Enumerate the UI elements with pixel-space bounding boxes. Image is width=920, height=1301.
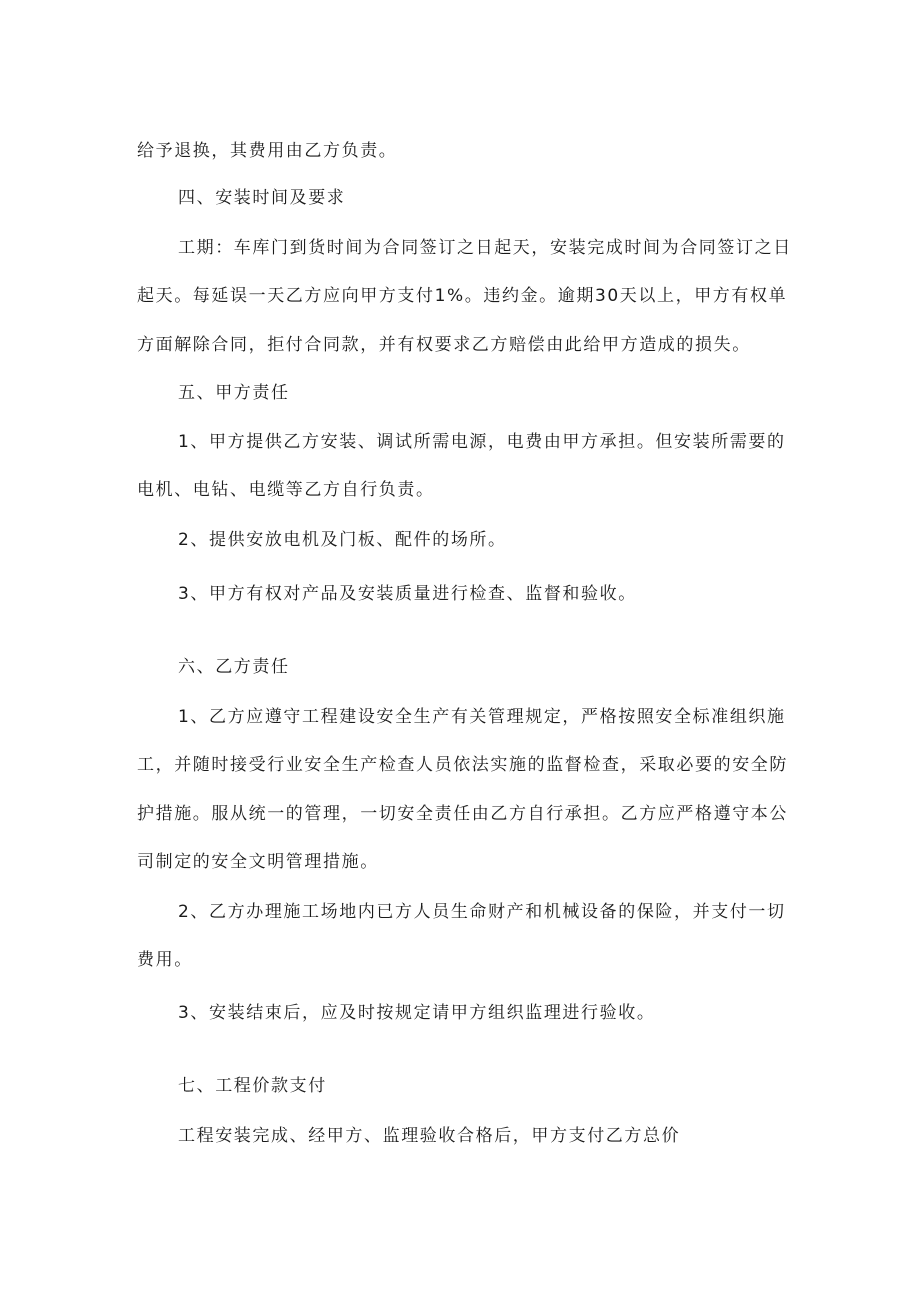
section-heading: 五、甲方责任 (178, 383, 290, 403)
paragraph-line: 3、甲方有权对产品及安装质量进行检查、监督和验收。 (178, 584, 637, 604)
paragraph-line: 司制定的安全文明管理措施。 (137, 852, 379, 872)
paragraph-line: 工，并随时接受行业安全生产检查人员依法实施的监督检查，采取必要的安全防 (137, 755, 788, 775)
paragraph-line: 电机、电钻、电缆等乙方自行负责。 (137, 480, 435, 500)
paragraph-line: 费用。 (137, 950, 193, 970)
section-heading: 七、工程价款支付 (178, 1076, 327, 1096)
paragraph-line: 1、乙方应遵守工程建设安全生产有关管理规定，严格按照安全标准组织施 (178, 707, 786, 727)
paragraph-line: 3、安装结束后，应及时按规定请甲方组织监理进行验收。 (178, 1003, 656, 1023)
paragraph-line: 1、甲方提供乙方安装、调试所需电源，电费由甲方承担。但安装所需要的 (178, 432, 786, 452)
paragraph-line: 护措施。服从统一的管理，一切安全责任由乙方自行承担。乙方应严格遵守本公 (137, 804, 788, 824)
section-heading: 六、乙方责任 (178, 657, 290, 677)
paragraph-line: 工期：车库门到货时间为合同签订之日起天，安装完成时间为合同签订之日 (178, 238, 792, 258)
paragraph-line: 2、乙方办理施工场地内已方人员生命财产和机械设备的保险，并支付一切 (178, 902, 786, 922)
paragraph-line: 2、提供安放电机及门板、配件的场所。 (178, 530, 507, 550)
paragraph-line: 方面解除合同，拒付合同款，并有权要求乙方赔偿由此给甲方造成的损失。 (137, 335, 751, 355)
paragraph-line: 起天。每延误一天乙方应向甲方支付1%。违约金。逾期30天以上，甲方有权单 (137, 286, 788, 306)
section-heading: 四、安装时间及要求 (178, 188, 346, 208)
paragraph-line: 工程安装完成、经甲方、监理验收合格后，甲方支付乙方总价 (178, 1126, 681, 1146)
paragraph-line: 给予退换，其费用由乙方负责。 (137, 141, 398, 161)
